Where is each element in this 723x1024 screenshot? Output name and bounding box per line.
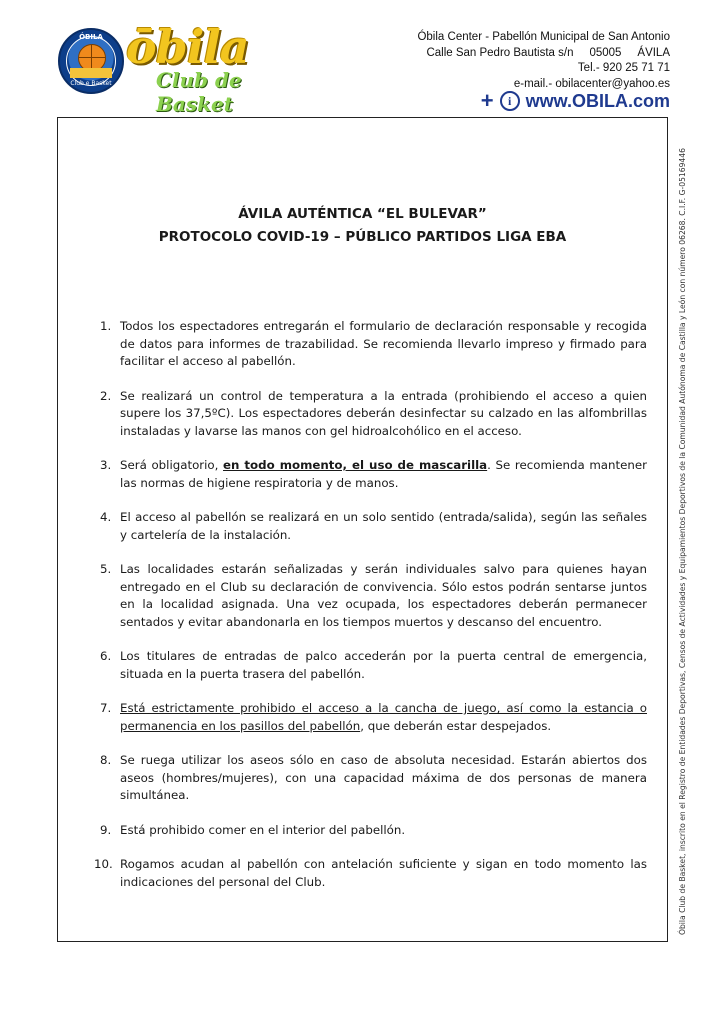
contact-venue: Óbila Center - Pabellón Municipal de San Antonio	[417, 31, 670, 43]
item-text: Se realizará un control de temperatura a la entrada (prohibiendo el acceso a quien supere los 37,5ºC). Los espectadores deberán desinfectar su calzado en las alfombrillas instaladas y lavarse las manos con gel hidroalcohólico en el acceso.	[120, 388, 647, 438]
item-text: Está prohibido comer en el interior del pabellón.	[120, 822, 406, 837]
item-text: Las localidades estarán señalizadas y serán individuales salvo para quienes hayan entregado en el Club su declaración de convivencia. Sólo estos podrán sentarse juntos en la localidad asignada. Una vez ocupada, los espectadores deberán permanecer sentados y evitar abandonarla en los tiempos muertos y descanso del encuentro.	[120, 562, 647, 629]
badge-bottom-text: Club e Basket	[70, 80, 112, 87]
club-wordmark: Club de Basket	[156, 68, 242, 116]
contact-phone: Tel.- 920 25 71 71	[577, 62, 670, 74]
list-item	[100, 752, 647, 805]
item-text-underlined: Está estrictamente prohibido el acceso a la cancha de juego, así como la estancia o permanencia en los pasillos del pabellón	[120, 701, 647, 733]
contact-info	[417, 30, 670, 92]
list-item	[100, 388, 647, 441]
list-item	[100, 318, 647, 371]
item-text-pre: Será obligatorio,	[120, 458, 224, 472]
item-number: 4.	[100, 510, 112, 524]
list-item	[100, 561, 647, 631]
item-number: 9.	[100, 822, 112, 837]
protocol-list	[94, 318, 647, 908]
contact-email[interactable]: e-mail.- obilacenter@yahoo.es	[513, 77, 670, 90]
item-text-post: , que deberán estar despejados.	[360, 718, 552, 733]
item-text: Se ruega utilizar los aseos sólo en caso de absoluta necesidad. Estarán abiertos dos aseos (hombres/mujeres), con una capacidad máxima de dos personas de manera simultánea.	[120, 753, 647, 802]
list-item	[100, 648, 647, 683]
item-number: 3.	[100, 458, 112, 472]
document-subtitle: PROTOCOLO COVID-19 – PÚBLICO PARTIDOS LIGA EBA	[158, 229, 567, 245]
item-number: 2.	[100, 388, 112, 403]
website-link[interactable]: www.OBILA.com	[525, 90, 670, 111]
info-icon: i	[500, 91, 520, 111]
list-item	[100, 509, 647, 544]
list-item	[94, 856, 647, 891]
item-text: El acceso al pabellón se realizará en un solo sentido (entrada/salida), según las señales y cartelería de la instalación.	[120, 510, 647, 542]
item-text-emphasis: en todo momento, el uso de mascarilla	[223, 458, 488, 472]
item-number: 8.	[100, 753, 112, 767]
badge-logo-icon	[58, 28, 124, 94]
contact-address: Calle San Pedro Bautista s/n 05005 ÁVILA	[426, 46, 670, 59]
legal-sidebar-text: Óbila Club de Basket, inscrito en el Registro de Entidades Deportivas, Censos de Actividades y Equipamientos Deportivos de la Comunidad Autónoma de Castilla y León con número 06268. C.I.F. G-05169446	[678, 148, 687, 935]
item-number: 7.	[100, 701, 112, 715]
list-item	[100, 700, 647, 735]
plus-icon: +	[480, 88, 494, 113]
item-text: Los titulares de entradas de palco accederán por la puerta central de emergencia, situada en la puerta trasera del pabellón.	[120, 649, 647, 681]
item-number: 1.	[100, 319, 112, 333]
list-item	[100, 822, 647, 840]
website-banner[interactable]	[481, 90, 670, 112]
club-logo	[56, 20, 296, 116]
brand-wordmark: ōbila	[126, 20, 249, 74]
badge-top-text: ÓBILA	[79, 33, 103, 41]
list-item	[100, 457, 647, 492]
item-number: 5.	[100, 562, 112, 576]
item-number: 6.	[100, 649, 112, 663]
document-title: ÁVILA AUTÉNTICA “EL BULEVAR”	[238, 206, 487, 222]
item-number: 10.	[94, 857, 113, 871]
item-text-post: . Se recomienda mantener las normas de higiene respiratoria y de manos.	[120, 458, 647, 490]
item-text: Rogamos acudan al pabellón con antelación suficiente y sigan en todo momento las indicaciones del personal del Club.	[120, 857, 647, 889]
item-text: Todos los espectadores entregarán el formulario de declaración responsable y recogida de datos para informes de trazabilidad. Se recomienda llevarlo impreso y firmado para facilitar el acceso al pabellón.	[120, 319, 647, 368]
